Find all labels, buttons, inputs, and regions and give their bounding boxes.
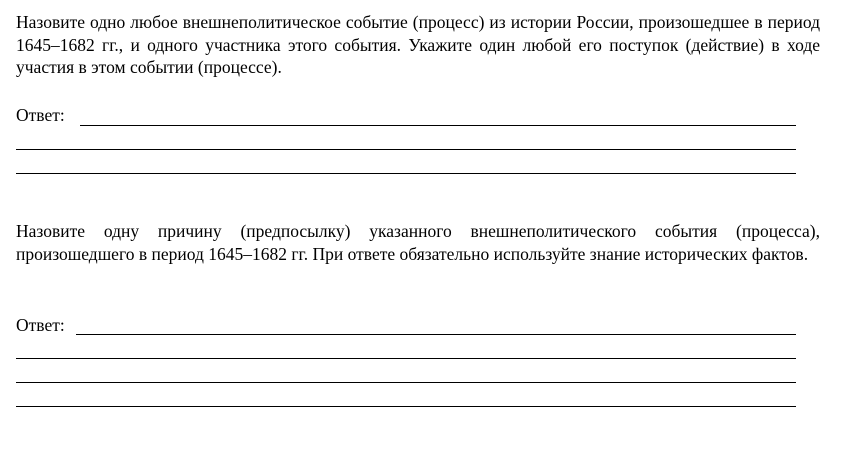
answer-1-label: Ответ: [16, 105, 65, 125]
answer-2-line-2[interactable] [16, 358, 796, 359]
answer-2-label: Ответ: [16, 315, 65, 335]
answer-2-line-3[interactable] [16, 382, 796, 383]
answer-2-line-1[interactable] [76, 334, 796, 335]
answer-1-line-2[interactable] [16, 149, 796, 150]
task-1-question: Назовите одно любое внешнеполитическое событие (процесс) из истории России, произошедшее в период 1645–1682 гг., и одного участника этого события. Укажите один любой его поступок (действие) в ходе участия в этом событии (процессе). [16, 12, 820, 77]
task-2-question: Назовите одну причину (предпосылку) указанного внешнеполитического события (процесса), произошедшего в период 1645–1682 гг. При ответе обязательно используйте знание исторических фактов. [16, 221, 820, 264]
answer-1-line-3[interactable] [16, 173, 796, 174]
answer-1-line-1[interactable] [80, 125, 796, 126]
answer-2-line-4[interactable] [16, 406, 796, 407]
